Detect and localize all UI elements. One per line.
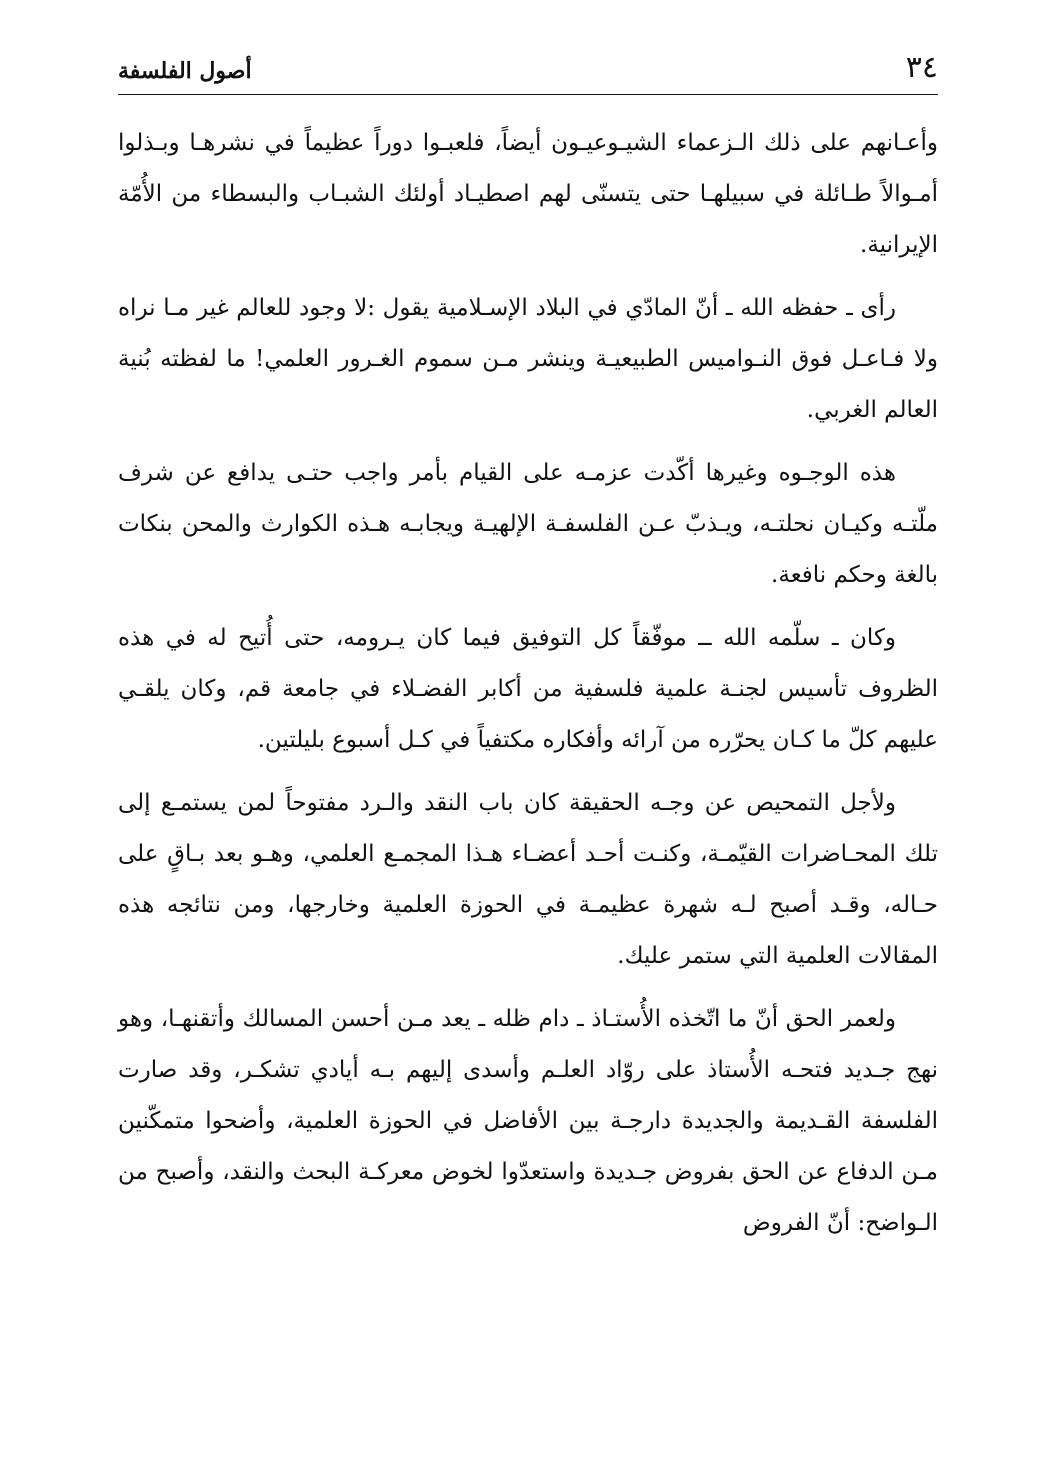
- book-title: أصول الفلسفة: [118, 58, 252, 84]
- paragraph: ولعمر الحق أنّ ما اتّخذه الأُستـاذ ـ دام ظله ـ يعد مـن أحسن المسالك وأتقنهـا، وهو نهج جـديد فتحـه الأُستاذ على روّاد العلـم وأسدى إليهم بـه أيادي تشكـر، وقد صارت الفلسفة القـديمة والجديدة دارجـة بين الأفاضل في الحوزة العلمية، وأضحوا متمكّنين مـن الدفاع عن الحق بفروض جـديدة واستعدّوا لخوض معركـة البحث والنقد، وأصبح من الـواضح: أنّ الفروض: [118, 1006, 938, 1236]
- paragraph: رأى ـ حفظه الله ـ أنّ المادّي في البلاد الإسـلامية يقول :لا وجود للعالم غير مـا نراه ولا فـاعـل فوق النـواميس الطبيعيـة وينشر مـن سموم الغـرور العلمي! ما لفظته بُنية العالم الغربي.: [118, 295, 938, 423]
- paragraph-continuation: وأعـانهم على ذلك الـزعماء الشيـوعيـون أيضاً، فلعبـوا دوراً عظيماً في نشرهـا وبـذلوا أمـوالاً طـائلة في سبيلهـا حتى يتسنّى لهم اصطيـاد أولئك الشبـاب والبسطاء من الأُمّة الإيرانية.: [118, 130, 938, 258]
- paragraph: ولأجل التمحيص عن وجـه الحقيقة كان باب النقد والـرد مفتوحاً لمن يستمـع إلى تلك المحـاضرات القيّمـة، وكنـت أحـد أعضـاء هـذا المجمـع العلمي، وهـو بعد بـاقٍ على حـاله، وقـد أصبح لـه شهرة عظيمـة في الحوزة العلمية وخارجها، ومن نتائجه هذه المقالات العلمية التي ستمر عليك.: [118, 790, 938, 969]
- paragraph: وكان ـ سلّمه الله ــ موفّقاً كل التوفيق فيما كان يـرومه، حتى أُتيح له في هذه الظروف تأسيس لجنـة علمية فلسفية من أكابر الفضـلاء في جامعة قم، وكان يلقـي عليهم كلّ ما كـان يحرّره من آرائه وأفكاره مكتفياً في كـل أسبوع بليلتين.: [118, 625, 938, 753]
- page-number: ٣٤: [905, 50, 938, 85]
- body-text: [118, 118, 938, 1261]
- running-header: [118, 48, 938, 95]
- paragraph: هذه الوجـوه وغيرها أكّدت عزمـه على القيام بأمر واجب حتـى يدافع عن شرف ملّتـه وكيـان نحلتـه، ويـذبّ عـن الفلسفـة الإلهيـة ويجابـه هـذه الكوارث والمحن بنكات بالغة وحكم نافعة.: [118, 460, 939, 588]
